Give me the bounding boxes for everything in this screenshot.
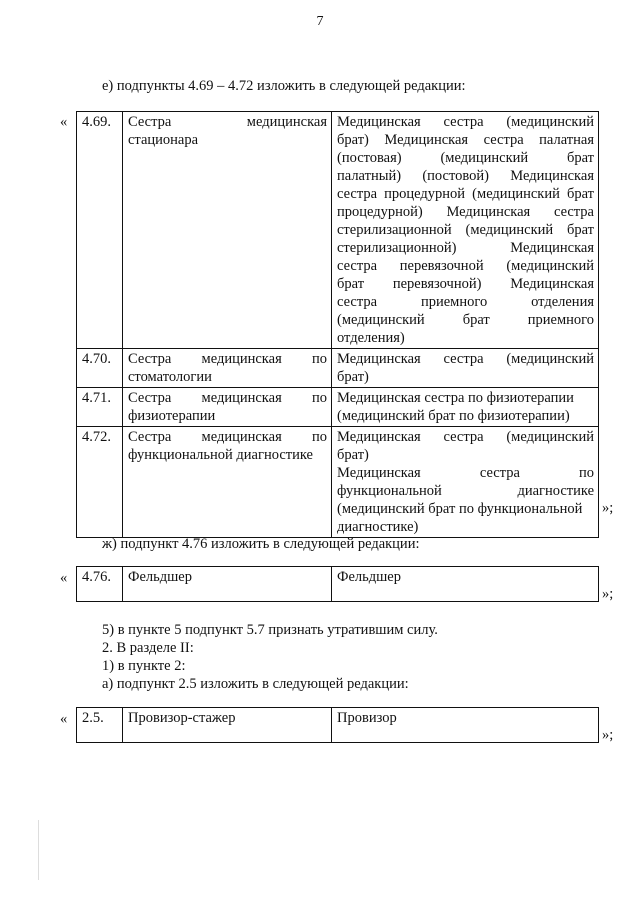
close-quote: »; <box>602 586 614 602</box>
specialty-cell: Медицинская сестра (медицинский брат) Медицинская сестра по функциональной диагностике (медицинский брат по функциональной диагностике) <box>332 427 599 538</box>
row-number: 4.76. <box>77 567 123 602</box>
position-cell: Сестра медицинская по функциональной диагностике <box>123 427 332 538</box>
position-cell: Сестра медицинская по стоматологии <box>123 349 332 388</box>
row-number: 2.5. <box>77 708 123 743</box>
table-row <box>77 112 599 349</box>
specialty-cell: Фельдшер <box>332 567 599 602</box>
paragraph-section-2: 2. В разделе II: <box>102 640 194 656</box>
specialty-cell: Медицинская сестра по физиотерапии (медицинский брат по физиотерапии) <box>332 388 599 427</box>
table-row <box>77 567 599 602</box>
positions-table-4-69-4-72 <box>76 111 599 538</box>
paragraph-a: а) подпункт 2.5 изложить в следующей редакции: <box>102 676 409 692</box>
row-number: 4.70. <box>77 349 123 388</box>
table-row <box>77 349 599 388</box>
page-number: 7 <box>316 14 324 29</box>
position-cell: Фельдшер <box>123 567 332 602</box>
table-row <box>77 708 599 743</box>
row-number: 4.71. <box>77 388 123 427</box>
specialty-cell: Провизор <box>332 708 599 743</box>
paragraph-e: е) подпункты 4.69 – 4.72 изложить в следующей редакции: <box>102 78 466 94</box>
positions-table-4-76 <box>76 566 599 602</box>
specialty-cell: Медицинская сестра (медицинский брат) <box>332 349 599 388</box>
row-number: 4.69. <box>77 112 123 349</box>
row-number: 4.72. <box>77 427 123 538</box>
scan-artifact <box>38 820 39 880</box>
open-quote: « <box>60 114 68 130</box>
table-row <box>77 388 599 427</box>
open-quote: « <box>60 570 68 586</box>
close-quote: »; <box>602 727 614 743</box>
specialty-cell: Медицинская сестра (медицинский брат) Медицинская сестра палатная (постовая) (медицинский брат палатный) (постовой) Медицинская сестра процедурной (медицинский брат процедурной) Медицинская сестра стерилизационной (медицинский брат стерилизационной) Медицинская сестра перевязочной (медицинский брат перевязочной) Медицинская сестра приемного отделения (медицинский брат приемного отделения) <box>332 112 599 349</box>
table-row <box>77 427 599 538</box>
positions-table-2-5 <box>76 707 599 743</box>
position-cell: Провизор-стажер <box>123 708 332 743</box>
close-quote: »; <box>602 500 614 516</box>
paragraph-zh: ж) подпункт 4.76 изложить в следующей редакции: <box>102 536 420 552</box>
position-cell: Сестра медицинская стационара <box>123 112 332 349</box>
paragraph-1: 1) в пункте 2: <box>102 658 186 674</box>
position-cell: Сестра медицинская по физиотерапии <box>123 388 332 427</box>
open-quote: « <box>60 711 68 727</box>
paragraph-5: 5) в пункте 5 подпункт 5.7 признать утратившим силу. <box>102 622 438 638</box>
